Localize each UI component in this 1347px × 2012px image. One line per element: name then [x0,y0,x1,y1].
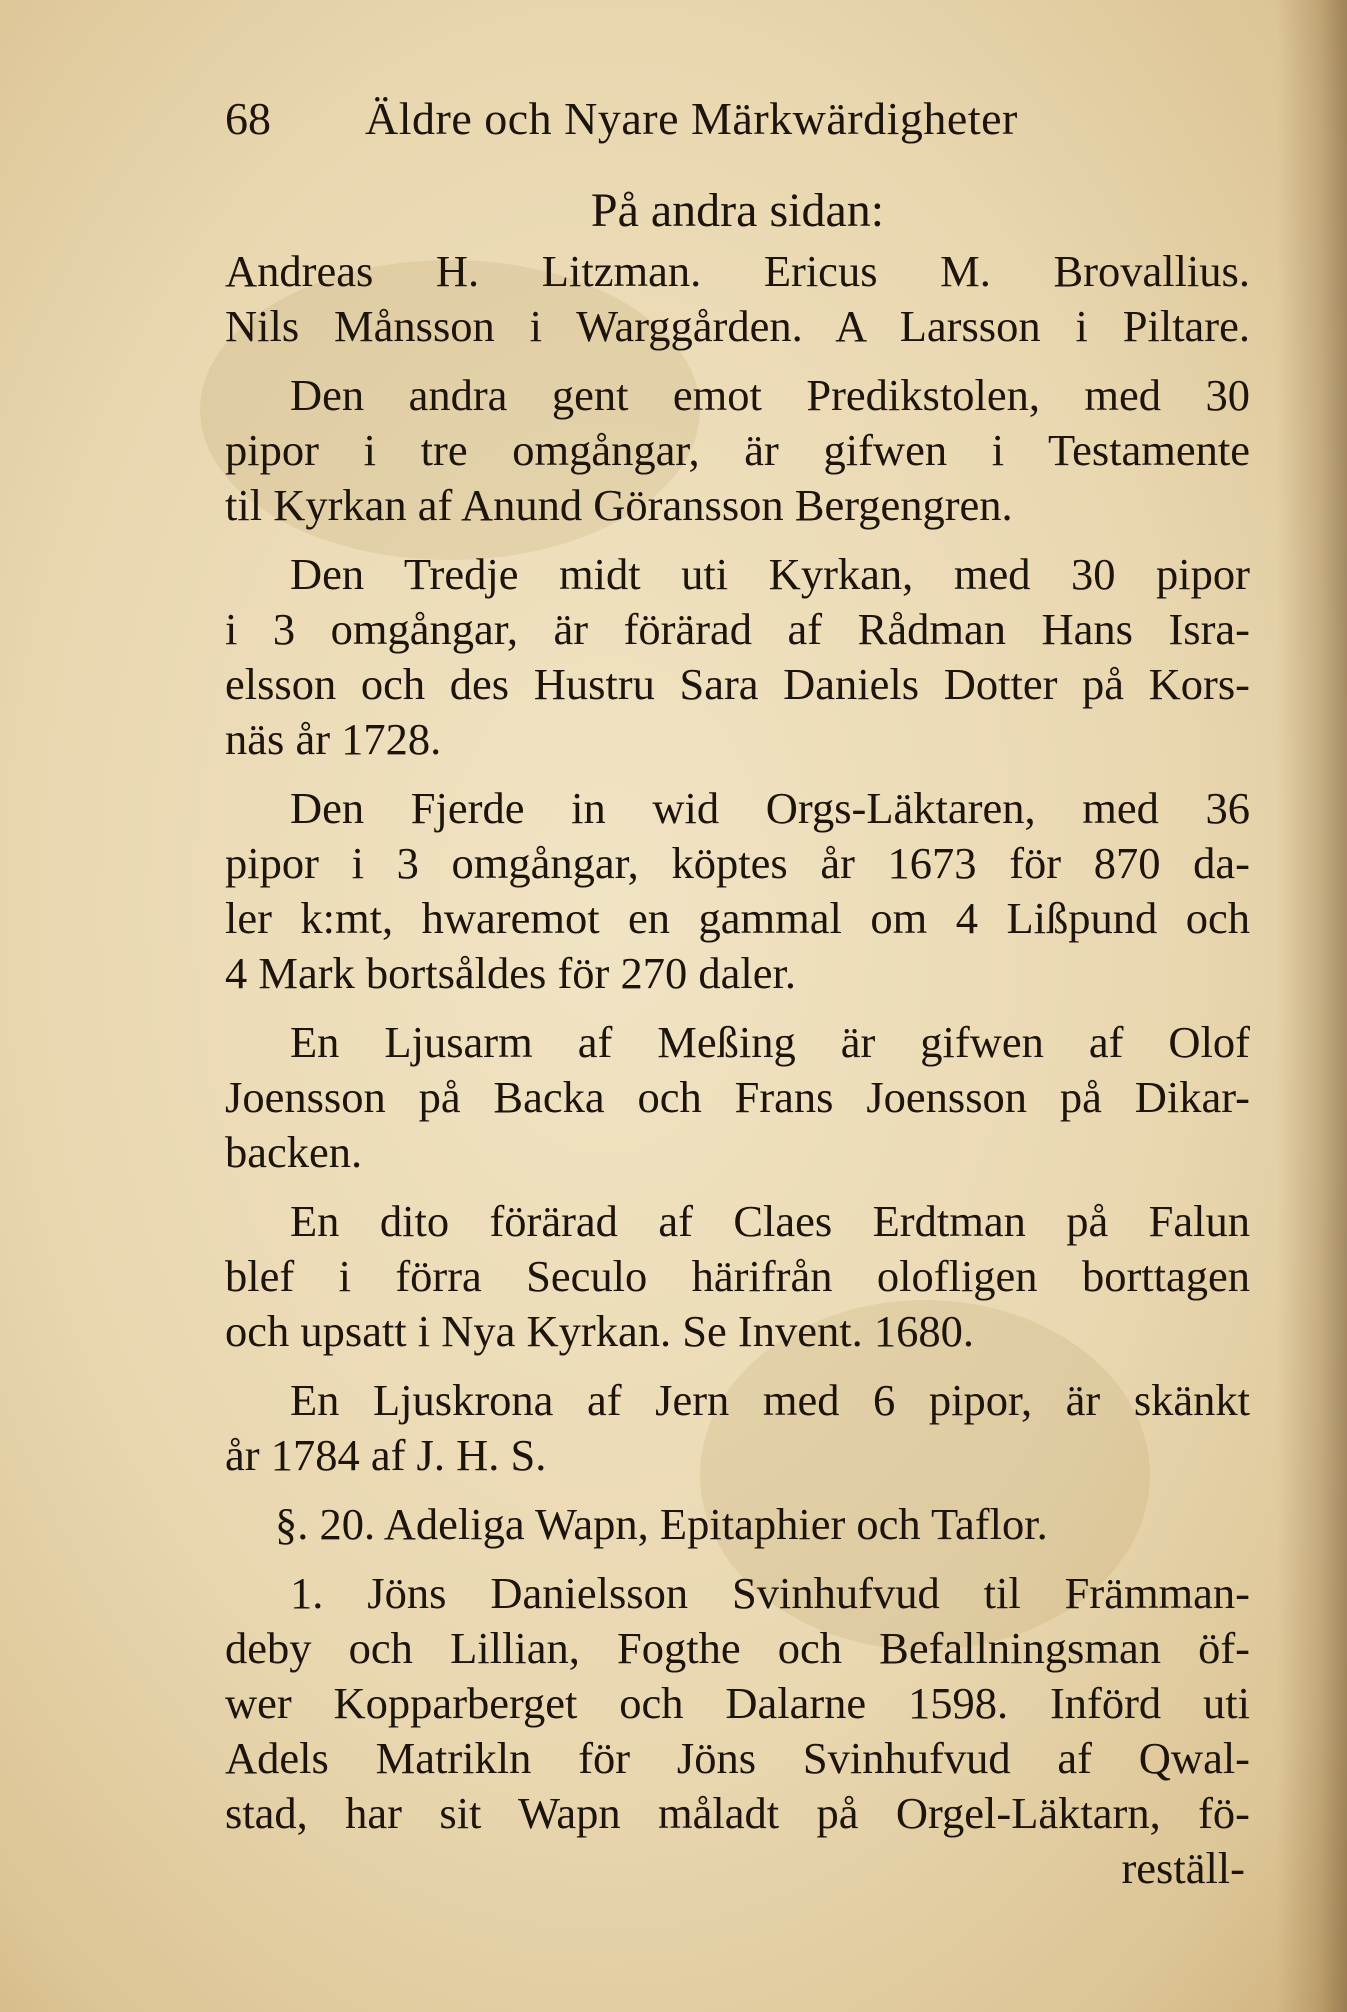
text-line: En Ljusarm af Meßing är gifwen af Olof [290,1017,1250,1067]
text-line: Den Fjerde in wid Orgs-Läktaren, med 36 [290,783,1250,833]
paragraph [225,1373,1250,1483]
text-line: Joensson på Backa och Frans Joensson på Dikar- [225,1072,1250,1122]
text-line: i 3 omgångar, är förärad af Rådman Hans Isra- [225,604,1250,654]
text-line: deby och Lillian, Fogthe och Befallningsman öf- [225,1623,1250,1673]
page-edge-shadow [1277,0,1347,2012]
paragraph [225,368,1250,533]
text-line: elsson och des Hustru Sara Daniels Dotter på Kors- [225,659,1250,709]
text-line: backen. [225,1127,363,1177]
text-line: och upsatt i Nya Kyrkan. Se Invent. 1680. [225,1306,974,1356]
catchword: reställ- [1121,1843,1245,1893]
text-line: pipor i tre omgångar, är gifwen i Testamente [225,425,1250,475]
text-line: 1. Jöns Danielsson Svinhufvud til Främman- [290,1568,1250,1618]
text-line: En dito förärad af Claes Erdtman på Falun [290,1196,1250,1246]
names-line: Nils Månsson i Warggården. A Larsson i Piltare. [225,301,1250,351]
text-line: wer Kopparberget och Dalarne 1598. Införd uti [225,1678,1250,1728]
page-body [225,180,1250,1896]
names-line: Andreas H. Litzman. Ericus M. Brovallius. [225,246,1250,296]
paragraph [225,547,1250,767]
text-line: Den andra gent emot Predikstolen, med 30 [290,370,1250,420]
names-block [225,244,1250,354]
page-number: 68 [225,93,271,144]
text-line: En Ljuskrona af Jern med 6 pipor, är skänkt [290,1375,1250,1425]
text-line: til Kyrkan af Anund Göransson Bergengren. [225,480,1013,530]
text-line: 4 Mark bortsåldes för 270 daler. [225,948,796,998]
text-line: ler k:mt, hwaremot en gammal om 4 Lißpund och [225,893,1250,943]
paragraph [225,781,1250,1001]
subheading: På andra sidan: [590,184,885,237]
text-line: år 1784 af J. H. S. [225,1430,547,1480]
paragraph [225,1194,1250,1359]
section-paragraph [225,1566,1250,1841]
paragraph [225,1015,1250,1180]
running-title: Äldre och Nyare Märkwärdigheter [365,93,1018,144]
text-line: Den Tredje midt uti Kyrkan, med 30 pipor [290,549,1250,599]
text-line: stad, har sit Wapn måladt på Orgel-Läktarn, fö- [225,1788,1250,1838]
text-line: pipor i 3 omgångar, köptes år 1673 för 870 da- [225,838,1250,888]
section-heading: §. 20. Adeliga Wapn, Epitaphier och Taflor. [275,1499,1048,1549]
page-header [225,92,1125,162]
text-line: blef i förra Seculo härifrån olofligen borttagen [225,1251,1250,1301]
text-line: Adels Matrikln för Jöns Svinhufvud af Qwal- [225,1733,1250,1783]
text-line: näs år 1728. [225,714,442,764]
